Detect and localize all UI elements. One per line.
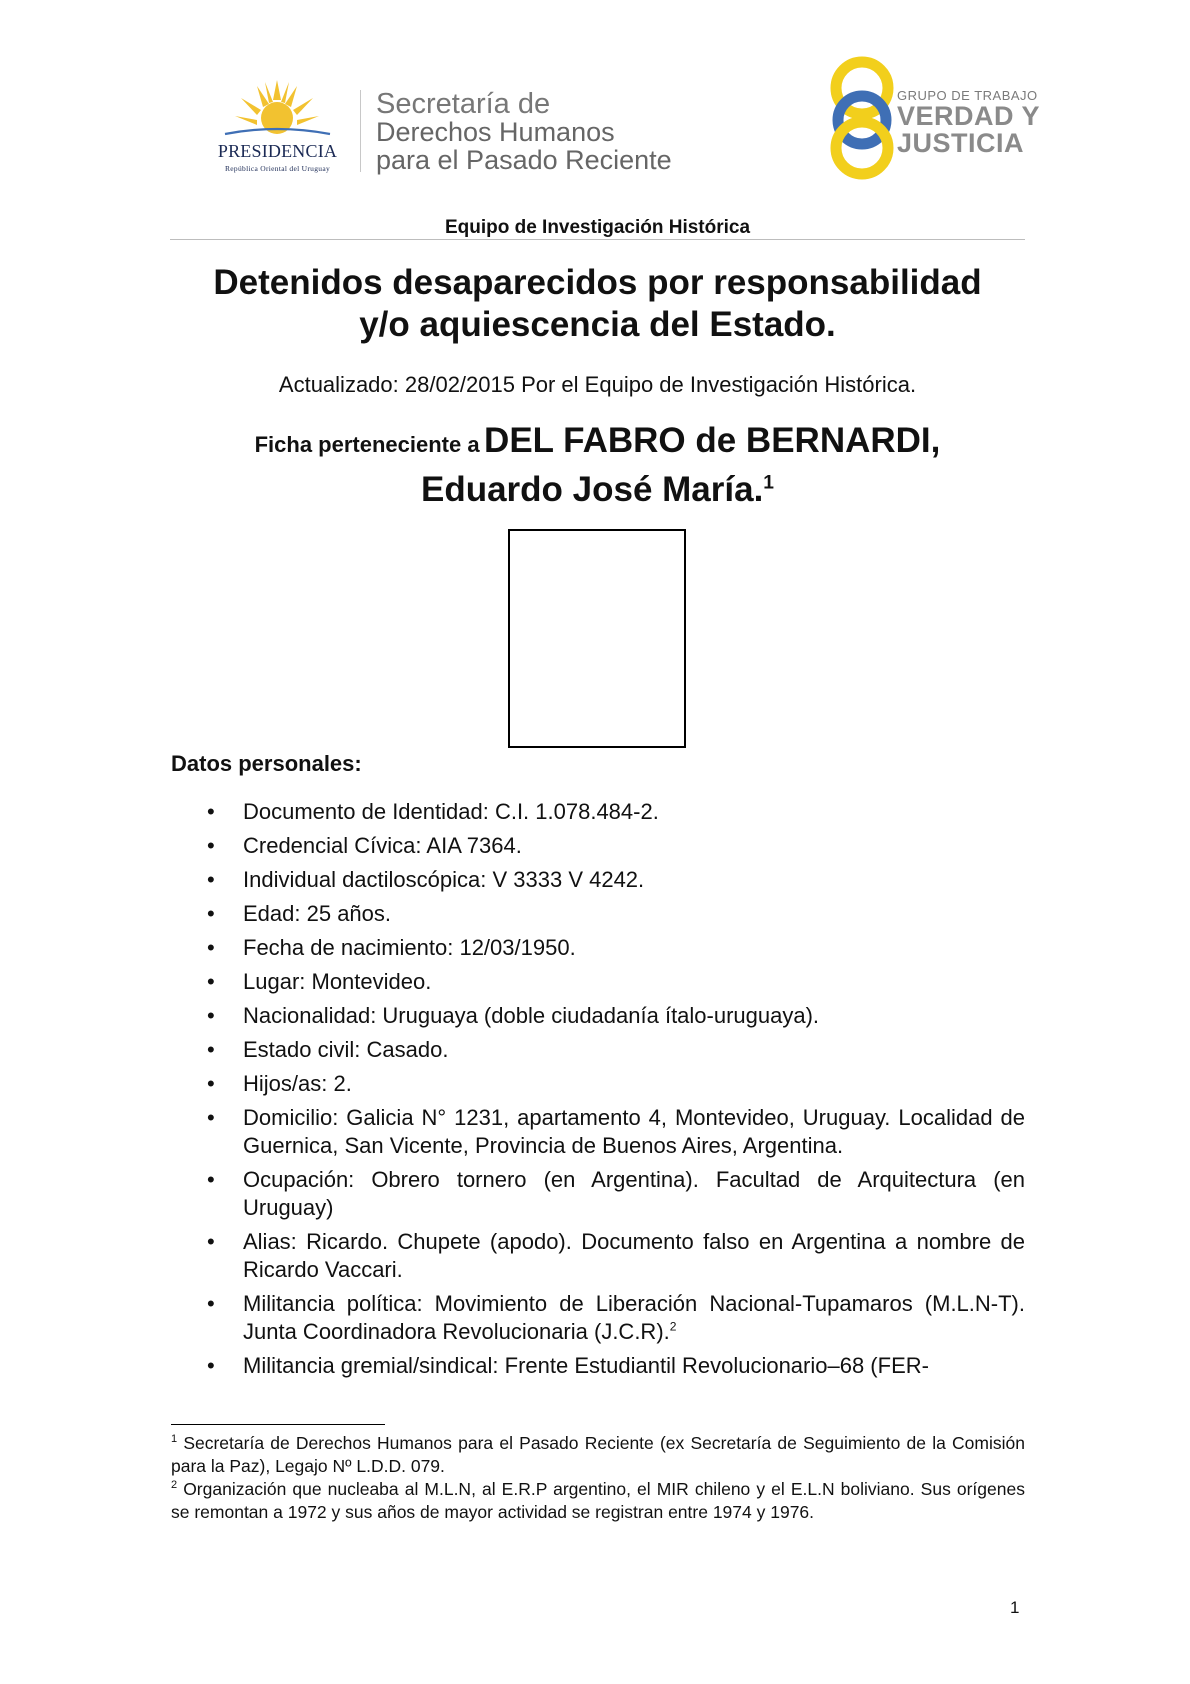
list-item bbox=[171, 900, 1025, 928]
list-item-text: Fecha de nacimiento: 12/03/1950. bbox=[243, 935, 576, 960]
secretaria-logo-text bbox=[376, 90, 672, 174]
footnote-1-text: Secretaría de Derechos Humanos para el Pasado Reciente (ex Secretaría de Seguimiento de la Comisión para la Paz), Legajo Nº L.D.D. 079. bbox=[171, 1433, 1025, 1476]
sun-icon bbox=[195, 78, 360, 140]
secretaria-line-3: para el Pasado Reciente bbox=[376, 145, 672, 175]
presidencia-subtitle: República Oriental del Uruguay bbox=[224, 164, 330, 173]
secretaria-line-2: Derechos Humanos bbox=[376, 117, 615, 147]
list-item bbox=[171, 934, 1025, 962]
bullet-icon: • bbox=[207, 1071, 215, 1096]
list-item bbox=[171, 968, 1025, 996]
list-item-text: Individual dactiloscópica: V 3333 V 4242. bbox=[243, 867, 645, 892]
section-title-datos-personales: Datos personales: bbox=[171, 751, 362, 776]
team-heading: Equipo de Investigación Histórica bbox=[444, 217, 751, 238]
list-item bbox=[171, 1352, 1025, 1380]
footnotes bbox=[171, 1432, 1025, 1524]
ficha-heading bbox=[170, 420, 1025, 511]
personal-data-list bbox=[171, 798, 1025, 1386]
list-item bbox=[171, 1290, 1025, 1346]
list-item-text: Militancia gremial/sindical: Frente Estudiantil Revolucionario–68 (FER- bbox=[243, 1353, 929, 1378]
footnote-ref-2: 2 bbox=[669, 1319, 677, 1334]
list-item bbox=[171, 1070, 1025, 1098]
presidencia-logo bbox=[195, 78, 360, 178]
ficha-name-line-2: Eduardo José María. bbox=[420, 470, 764, 509]
bullet-icon: • bbox=[207, 1229, 215, 1254]
list-item bbox=[171, 1104, 1025, 1160]
bullet-icon: • bbox=[207, 1003, 215, 1028]
footnote-1-number: 1 bbox=[171, 1433, 178, 1446]
list-item bbox=[171, 1228, 1025, 1284]
bullet-icon: • bbox=[207, 799, 215, 824]
vyj-line-2: JUSTICIA bbox=[897, 128, 1025, 158]
secretaria-line-1: Secretaría de bbox=[376, 88, 551, 120]
bullet-icon: • bbox=[207, 1105, 215, 1130]
list-item-text: Documento de Identidad: C.I. 1.078.484-2. bbox=[243, 799, 659, 824]
header-rule bbox=[170, 239, 1025, 240]
list-item-text: Ocupación: Obrero tornero (en Argentina). Facultad de Arquitectura (en Uruguay) bbox=[243, 1167, 1025, 1220]
vyj-small-text: GRUPO DE TRABAJO bbox=[897, 88, 1038, 103]
footnote-separator bbox=[171, 1424, 385, 1425]
updated-line: Actualizado: 28/02/2015 Por el Equipo de Investigación Histórica. bbox=[278, 372, 917, 397]
footnote-1 bbox=[171, 1432, 1025, 1478]
list-item bbox=[171, 832, 1025, 860]
list-item-text: Lugar: Montevideo. bbox=[243, 969, 432, 994]
bullet-icon: • bbox=[207, 1167, 215, 1192]
bullet-icon: • bbox=[207, 969, 215, 994]
list-item bbox=[171, 1166, 1025, 1222]
vyj-line-1: VERDAD Y bbox=[897, 101, 1041, 131]
list-item-text: Domicilio: Galicia N° 1231, apartamento 4, Montevideo, Uruguay. Localidad de Guernica, San Vicente, Provincia de Buenos Aires, Argentina. bbox=[243, 1105, 1025, 1158]
bullet-icon: • bbox=[207, 1037, 215, 1062]
list-item bbox=[171, 1002, 1025, 1030]
photo-placeholder bbox=[508, 529, 686, 748]
list-item-text: Militancia política: Movimiento de Liberación Nacional-Tupamaros (M.L.N-T). Junta Coordinadora Revolucionaria (J.C.R). bbox=[243, 1291, 1025, 1344]
document-title bbox=[170, 262, 1025, 346]
footnote-2-number: 2 bbox=[171, 1479, 178, 1492]
verdad-justicia-wordmark bbox=[897, 88, 1040, 157]
list-item bbox=[171, 1036, 1025, 1064]
bullet-icon: • bbox=[207, 935, 215, 960]
list-item bbox=[171, 866, 1025, 894]
footnote-2 bbox=[171, 1478, 1025, 1524]
list-item-text: Alias: Ricardo. Chupete (apodo). Documento falso en Argentina a nombre de Ricardo Vaccari. bbox=[243, 1229, 1025, 1282]
ficha-prefix: Ficha perteneciente a bbox=[254, 432, 480, 457]
page-number: 1 bbox=[1010, 1598, 1020, 1617]
bullet-icon: • bbox=[207, 901, 215, 926]
list-item-text: Nacionalidad: Uruguaya (doble ciudadanía ítalo-uruguaya). bbox=[243, 1003, 820, 1028]
list-item-text: Hijos/as: 2. bbox=[243, 1071, 352, 1096]
bullet-icon: • bbox=[207, 1353, 215, 1378]
bullet-icon: • bbox=[207, 833, 215, 858]
list-item-text: Edad: 25 años. bbox=[243, 901, 392, 926]
presidencia-wordmark: PRESIDENCIA bbox=[217, 141, 338, 161]
footnote-2-text: Organización que nucleaba al M.L.N, al E.R.P argentino, el MIR chileno y el E.L.N boliviano. Sus orígenes se remontan a 1972 y sus años de mayor actividad se registran entre 1974 y 1976. bbox=[171, 1479, 1025, 1522]
ficha-name-line-1: DEL FABRO de BERNARDI, bbox=[484, 421, 941, 460]
bullet-icon: • bbox=[207, 867, 215, 892]
bullet-icon: • bbox=[207, 1291, 215, 1316]
list-item-text: Credencial Cívica: AIA 7364. bbox=[243, 833, 522, 858]
header-divider bbox=[360, 90, 361, 172]
list-item bbox=[171, 798, 1025, 826]
title-line-2: y/o aquiescencia del Estado. bbox=[359, 305, 836, 344]
title-line-1: Detenidos desaparecidos por responsabilidad bbox=[213, 263, 982, 302]
list-item-text: Estado civil: Casado. bbox=[243, 1037, 449, 1062]
footnote-ref-1: 1 bbox=[763, 472, 775, 494]
ficha-name-line-2-wrap bbox=[170, 469, 1025, 511]
